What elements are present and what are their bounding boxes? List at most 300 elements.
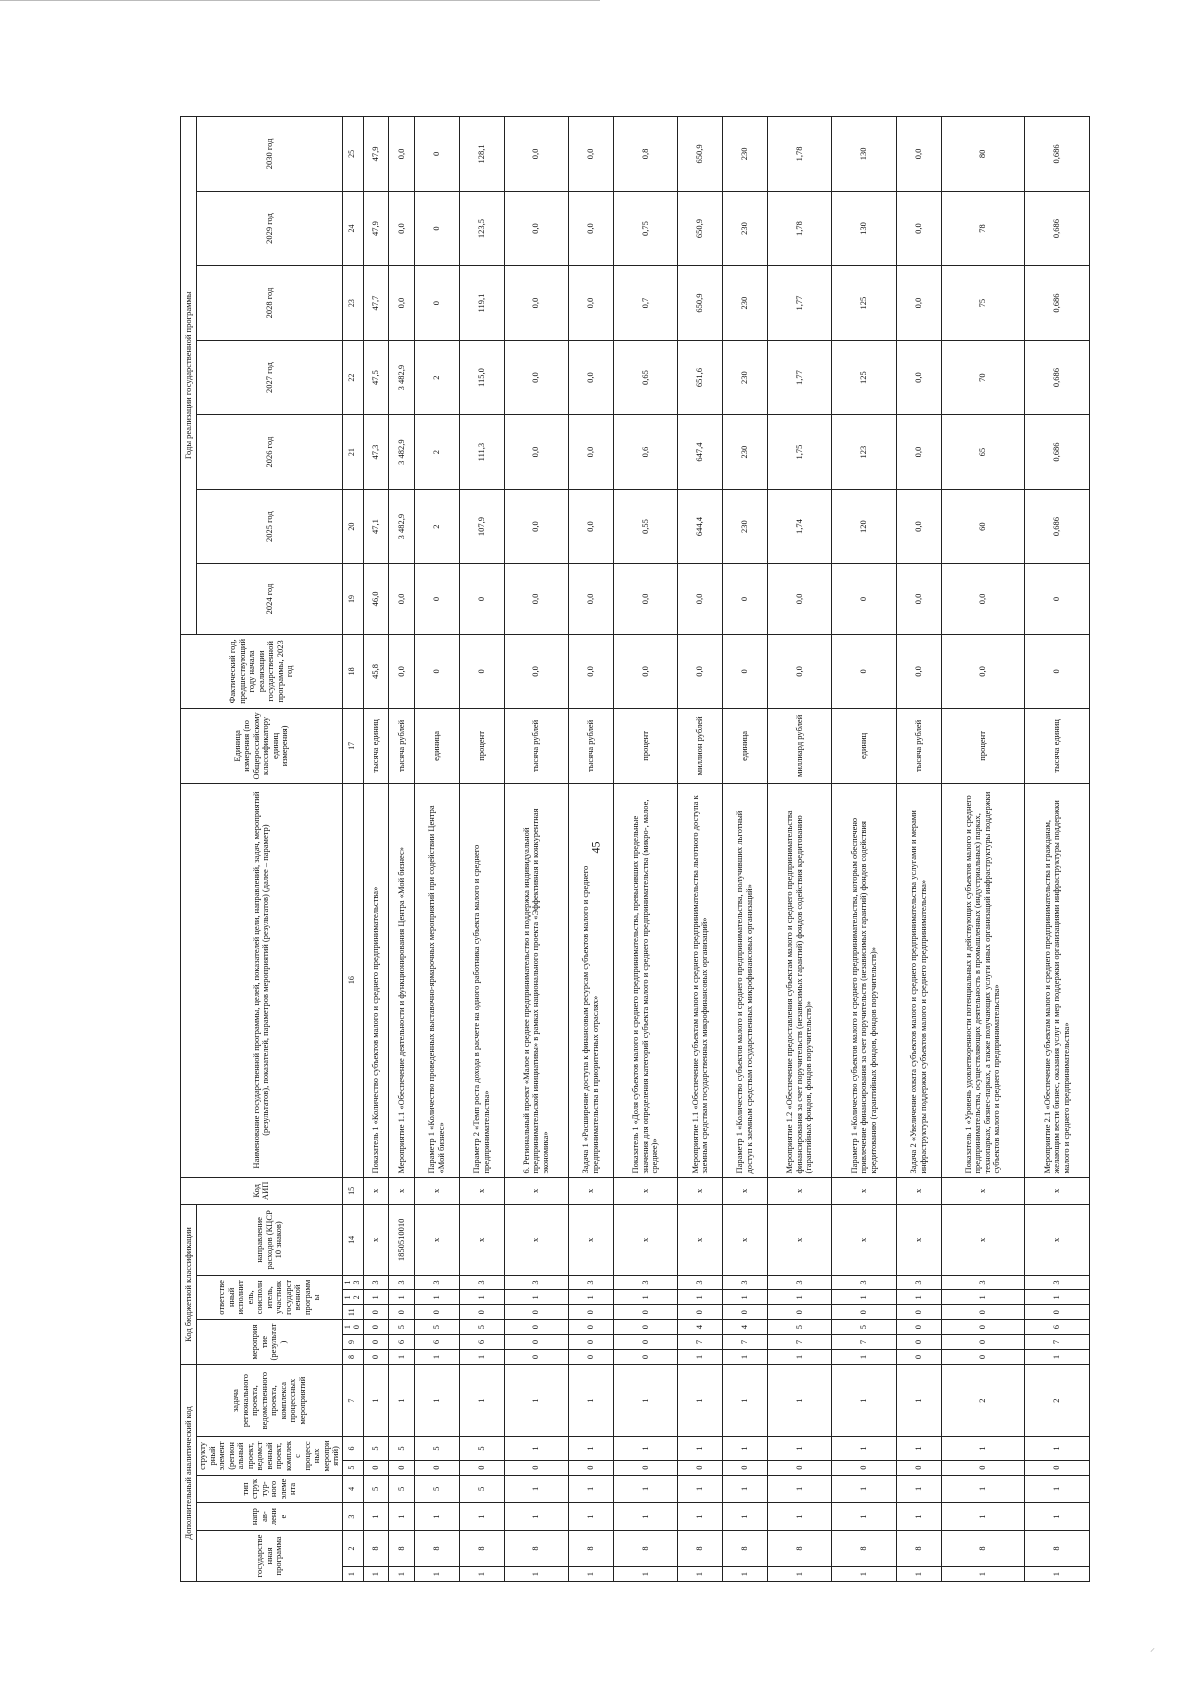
code-cell: 1 [504,1290,568,1305]
code-cell: 0 [723,1305,768,1320]
header-aip: Код АИП [181,1177,343,1205]
year-value-cell: 120 [832,489,896,564]
code-cell: 1 [568,1290,613,1305]
year-value-cell: 2 [414,340,459,415]
code-cell: 1 [896,1475,941,1503]
code-cell: 3 [678,1275,723,1290]
year-value-cell: 0,686 [1025,489,1089,564]
year-value-cell: 3 482,9 [389,489,415,564]
year-value-cell: 0,686 [1025,191,1089,266]
year-value-cell: 0,0 [896,415,941,490]
code-cell: 1 [459,1364,504,1436]
header-base-year: Фактический год, предшествующий году начала реализации государственной программы, 2023 год [181,634,343,709]
year-value-cell: 230 [723,489,768,564]
code-cell: 1850510010 [389,1205,415,1275]
code-cell: 7 [1025,1335,1089,1350]
year-value-cell: 230 [723,191,768,266]
code-cell: 1 [896,1567,941,1582]
code-cell: 1 [723,1503,768,1531]
year-value-cell: 0 [1025,564,1089,634]
code-cell: 1 [678,1349,723,1364]
column-number-row [342,117,363,1582]
code-cell: 1 [504,1364,568,1436]
scan-artifact-mark: ⸝ [1150,1643,1155,1654]
code-cell: 1 [504,1437,568,1460]
code-cell: 0 [363,1335,389,1350]
name-cell: Мероприятие 1.1 «Обеспечение деятельности и функционирования Центра «Мой бизнес» [389,783,415,1177]
year-value-cell: 123 [832,415,896,490]
code-cell: 1 [414,1290,459,1305]
code-cell: 5 [363,1475,389,1503]
year-value-cell: 0,55 [613,489,677,564]
unit-cell: тысяча рублей [389,709,415,784]
code-cell: 8 [678,1530,723,1566]
year-value-cell: 2 [414,415,459,490]
code-cell: 1 [459,1349,504,1364]
column-number: 22 [342,340,363,415]
year-value-cell: 3 482,9 [389,340,415,415]
code-cell: 0 [941,1320,1025,1335]
code-cell: 0 [1025,1305,1089,1320]
year-value-cell: 0,0 [389,117,415,192]
code-cell: 8 [414,1530,459,1566]
year-header-2028: 2028 год [197,266,343,341]
year-value-cell: 0 [414,191,459,266]
year-value-cell: 0,0 [568,191,613,266]
code-cell: 1 [678,1364,723,1436]
code-cell: 1 [414,1503,459,1531]
code-cell: 8 [363,1530,389,1566]
code-cell: 0 [363,1349,389,1364]
code-cell: 0 [389,1305,415,1320]
code-cell: 8 [459,1530,504,1566]
code-cell: 1 [723,1437,768,1460]
year-value-cell: 0,65 [613,340,677,415]
year-value-cell: 0,8 [613,117,677,192]
column-number: 23 [342,266,363,341]
code-cell: x [832,1177,896,1205]
year-value-cell: 0,0 [896,266,941,341]
column-number: 7 [342,1364,363,1436]
header-name: Наименование государственной программы, целей, показателей цели, направлений, задач, мероприятий (результатов), показателей, параметров мероприятий (результатов) (далее – параметр) [181,783,343,1177]
unit-cell: процент [459,709,504,784]
code-cell: x [767,1177,831,1205]
year-header-2026: 2026 год [197,415,343,490]
code-cell: 1 [389,1290,415,1305]
year-value-cell: 0 [723,564,768,634]
code-cell: 5 [414,1320,459,1335]
code-cell: 5 [832,1320,896,1335]
code-cell: x [941,1205,1025,1275]
code-cell: 0 [896,1305,941,1320]
code-cell: 0 [941,1335,1025,1350]
year-value-cell: 0,0 [941,564,1025,634]
code-cell: 3 [504,1275,568,1290]
code-cell: 8 [389,1530,415,1566]
code-cell: 1 [389,1567,415,1582]
year-value-cell: 0 [414,117,459,192]
code-cell: 0 [941,1349,1025,1364]
code-cell: 0 [363,1305,389,1320]
code-cell: 1 [941,1475,1025,1503]
code-cell: 0 [613,1349,677,1364]
code-cell: 3 [941,1275,1025,1290]
code-cell: 8 [941,1530,1025,1566]
code-cell: 1 [459,1503,504,1531]
name-cell: Показатель 1 «Уровень удовлетворенности потенциальных и действующих субъектов малого и среднего предпринимательства, осуществляющих деятельность в промышленных (индустриальных) парках, технопарках, бизнес-парках, а также получающих услуги иных организаций инфраструктуры поддержки субъектов малого и среднего предпринимательства» [941,783,1025,1177]
code-cell: x [504,1205,568,1275]
code-cell: 0 [568,1335,613,1350]
year-value-cell: 47,7 [363,266,389,341]
year-value-cell: 0,0 [896,340,941,415]
year-value-cell: 230 [723,266,768,341]
table-row [568,117,613,1582]
table-row [613,117,677,1582]
unit-cell: миллиард рублей [767,709,831,784]
year-value-cell: 0,0 [896,489,941,564]
program-table [180,116,1090,1582]
code-cell: 0 [896,1335,941,1350]
code-cell: 1 [363,1364,389,1436]
name-cell: Задача 1 «Расширение доступа к финансовым ресурсам субъектов малого и среднего предпринимательства в приоритетных отраслях» [568,783,613,1177]
column-number: 14 [342,1205,363,1275]
code-cell: 0 [1025,1460,1089,1475]
unit-cell: процент [613,709,677,784]
unit-cell: тысяча рублей [504,709,568,784]
year-value-cell: 647,4 [678,415,723,490]
base-value-cell: 45,8 [363,634,389,709]
base-value-cell: 0,0 [678,634,723,709]
table-sheet [180,116,1071,1582]
year-value-cell: 0,0 [568,266,613,341]
year-value-cell: 0,0 [389,564,415,634]
year-value-cell: 1,77 [767,340,831,415]
table-row [389,117,415,1582]
year-header-2029: 2029 год [197,191,343,266]
code-cell: 1 [1025,1475,1089,1503]
base-value-cell: 0 [723,634,768,709]
column-number: 1 [342,1567,363,1582]
code-cell: 6 [389,1335,415,1350]
year-value-cell: 0 [459,564,504,634]
column-number: 15 [342,1177,363,1205]
table-row [414,117,459,1582]
code-cell: 8 [568,1530,613,1566]
year-value-cell: 0,686 [1025,415,1089,490]
code-cell: 1 [678,1503,723,1531]
code-cell: 1 [723,1349,768,1364]
code-cell: 1 [363,1567,389,1582]
name-cell: Мероприятие 1.2 «Обеспечение предоставления субъектам малого и среднего предпринимательства финансирования за счет поручительств (независимых гарантий) фондов содействия кредитованию (гарантийных фондов, фондов поручительств)» [767,783,831,1177]
code-cell: 0 [941,1460,1025,1475]
code-cell: 0 [459,1305,504,1320]
code-cell: 0 [678,1460,723,1475]
name-cell: Параметр 1 «Количество проведенных выставочно-ярмарочных мероприятий при содействии Центра «Мой бизнес» [414,783,459,1177]
code-cell: 1 [568,1437,613,1460]
unit-cell: тысяча рублей [896,709,941,784]
base-value-cell: 0,0 [389,634,415,709]
table-row [678,117,723,1582]
year-value-cell: 0 [832,564,896,634]
year-value-cell: 0,0 [504,191,568,266]
column-number: 3 [342,1503,363,1531]
code-cell: 0 [363,1460,389,1475]
year-value-cell: 1,77 [767,266,831,341]
code-cell: 1 [767,1290,831,1305]
code-cell: 5 [389,1475,415,1503]
year-value-cell: 0,0 [568,117,613,192]
code-cell: 6 [414,1335,459,1350]
code-cell: 3 [568,1275,613,1290]
code-cell: 0 [568,1320,613,1335]
scan-edge-line [0,0,600,1]
year-value-cell: 230 [723,340,768,415]
code-cell: 2 [1025,1364,1089,1436]
name-cell: Задача 2 «Увеличение охвата субъектов малого и среднего предпринимательства услугами и мерами инфраструктуры поддержки субъектов малого и среднего предпринимательства» [896,783,941,1177]
header-measure: мероприятие (результат) [197,1320,343,1365]
code-cell: 3 [896,1275,941,1290]
code-cell: x [832,1205,896,1275]
year-value-cell: 0,0 [568,415,613,490]
code-cell: 0 [459,1460,504,1475]
year-value-cell: 130 [832,191,896,266]
year-value-cell: 1,78 [767,191,831,266]
year-value-cell: 130 [832,117,896,192]
column-number: 25 [342,117,363,192]
code-cell: x [363,1205,389,1275]
code-cell: 8 [767,1530,831,1566]
code-cell: x [723,1177,768,1205]
code-cell: 4 [723,1320,768,1335]
code-cell: 1 [613,1437,677,1460]
code-cell: 0 [504,1320,568,1335]
code-cell: 1 [896,1437,941,1460]
code-cell: 8 [832,1530,896,1566]
year-value-cell: 650,9 [678,191,723,266]
year-header-2025: 2025 год [197,489,343,564]
column-number: 9 [342,1335,363,1350]
code-cell: 1 [832,1437,896,1460]
code-cell: 5 [767,1320,831,1335]
column-number: 6 [342,1437,363,1460]
code-cell: 0 [414,1305,459,1320]
code-cell: x [459,1177,504,1205]
code-cell: 5 [459,1320,504,1335]
header-direction: направ-ление [197,1503,343,1531]
code-cell: 1 [459,1567,504,1582]
code-cell: 1 [767,1349,831,1364]
code-cell: 1 [832,1364,896,1436]
code-cell: 1 [678,1475,723,1503]
code-cell: 0 [767,1460,831,1475]
year-value-cell: 0,686 [1025,340,1089,415]
column-number: 8 [342,1349,363,1364]
year-value-cell: 115,0 [459,340,504,415]
year-value-cell: 0,0 [568,340,613,415]
code-cell: 3 [363,1275,389,1290]
code-cell: 0 [363,1320,389,1335]
code-cell: 1 [414,1364,459,1436]
year-value-cell: 128,1 [459,117,504,192]
year-value-cell: 0,686 [1025,266,1089,341]
base-value-cell: 0 [832,634,896,709]
code-cell: 1 [613,1290,677,1305]
code-cell: 1 [504,1567,568,1582]
code-cell: 1 [767,1437,831,1460]
code-cell: 1 [363,1503,389,1531]
code-cell: 1 [568,1567,613,1582]
code-cell: 1 [1025,1437,1089,1460]
code-cell: 1 [389,1349,415,1364]
year-value-cell: 0,0 [678,564,723,634]
name-cell: Параметр 1 «Количество субъектов малого и среднего предпринимательства, которым обеспечено привлечение финансирования за счет поручительств (независимых гарантий) фондов содействия кредитованию (гарантийных фондов, фондов поручительств)» [832,783,896,1177]
code-cell: 1 [613,1364,677,1436]
year-value-cell: 47,5 [363,340,389,415]
code-cell: 6 [1025,1320,1089,1335]
code-cell: x [363,1177,389,1205]
code-cell: 1 [832,1475,896,1503]
table-row [767,117,831,1582]
year-value-cell: 0,0 [504,117,568,192]
base-value-cell: 0,0 [896,634,941,709]
year-value-cell: 230 [723,117,768,192]
year-value-cell: 78 [941,191,1025,266]
code-cell: 1 [941,1437,1025,1460]
code-cell: 0 [832,1305,896,1320]
header-expense: направление расходов (КЦСР 10 знаков) [197,1205,343,1275]
code-cell: 0 [568,1305,613,1320]
code-cell: 3 [1025,1275,1089,1290]
code-cell: 1 [767,1475,831,1503]
code-cell: 1 [459,1290,504,1305]
code-cell: 1 [363,1290,389,1305]
code-cell: 1 [504,1503,568,1531]
code-cell: 1 [504,1475,568,1503]
year-value-cell: 80 [941,117,1025,192]
code-cell: x [1025,1205,1089,1275]
code-cell: 1 [941,1503,1025,1531]
name-cell: Мероприятие 1.1 «Обеспечение субъектам малого и среднего предпринимательства льготного доступа к заемным средствам государственных микрофинансовых организаций» [678,783,723,1177]
year-value-cell: 650,9 [678,117,723,192]
code-cell: 7 [832,1335,896,1350]
base-value-cell: 0 [1025,634,1089,709]
code-cell: x [678,1205,723,1275]
code-cell: 1 [678,1567,723,1582]
name-cell: Показатель 1 «Доля субъектов малого и среднего предпринимательства, превысивших предельные значения для определения категорий субъекта малого и среднего предпринимательства (микро-, малое, среднее)» [613,783,677,1177]
code-cell: 0 [613,1305,677,1320]
code-cell: 5 [414,1437,459,1460]
code-cell: 0 [767,1305,831,1320]
unit-cell: процент [941,709,1025,784]
header-years: Годы реализации государственной программы [181,117,197,635]
year-value-cell: 651,6 [678,340,723,415]
code-cell: 1 [723,1290,768,1305]
code-cell: 0 [568,1460,613,1475]
year-value-cell: 119,1 [459,266,504,341]
unit-cell: тысяча единиц [1025,709,1089,784]
column-number: 2 [342,1530,363,1566]
column-number: 11 [342,1305,363,1320]
year-value-cell: 0,0 [389,266,415,341]
unit-cell: тысяча рублей [568,709,613,784]
code-cell: 0 [941,1305,1025,1320]
code-cell: 2 [941,1364,1025,1436]
unit-cell: единиц [832,709,896,784]
code-cell: 3 [832,1275,896,1290]
code-cell: x [896,1177,941,1205]
code-cell: 0 [414,1460,459,1475]
code-cell: x [568,1205,613,1275]
code-cell: 1 [1025,1503,1089,1531]
year-value-cell: 0,0 [767,564,831,634]
code-cell: 3 [414,1275,459,1290]
year-value-cell: 111,3 [459,415,504,490]
column-number: 20 [342,489,363,564]
code-cell: x [613,1205,677,1275]
table-row [459,117,504,1582]
column-number: 12 [342,1290,363,1305]
code-cell: 1 [414,1567,459,1582]
table-row [723,117,768,1582]
code-cell: 0 [896,1320,941,1335]
code-cell: 1 [767,1503,831,1531]
table-row [941,117,1025,1582]
code-cell: 8 [504,1530,568,1566]
code-cell: 8 [613,1530,677,1566]
header-budget-code: Код бюджетной классификации [181,1205,197,1365]
column-number: 13 [342,1275,363,1290]
page-number: 45 [588,841,603,854]
code-cell: 0 [504,1305,568,1320]
code-cell: 1 [723,1364,768,1436]
column-number: 4 [342,1475,363,1503]
column-number: 16 [342,783,363,1177]
year-value-cell: 0,0 [504,266,568,341]
year-value-cell: 60 [941,489,1025,564]
year-value-cell: 230 [723,415,768,490]
year-value-cell: 107,9 [459,489,504,564]
base-value-cell: 0,0 [767,634,831,709]
column-number: 18 [342,634,363,709]
code-cell: 0 [613,1320,677,1335]
code-cell: x [896,1205,941,1275]
year-header-2030: 2030 год [197,117,343,192]
code-cell: x [459,1205,504,1275]
code-cell: 1 [1025,1290,1089,1305]
year-header-2024: 2024 год [197,564,343,634]
code-cell: x [568,1177,613,1205]
year-value-cell: 644,4 [678,489,723,564]
code-cell: 5 [389,1320,415,1335]
name-cell: Показатель 1 «Количество субъектов малого и среднего предпринимательства» [363,783,389,1177]
year-value-cell: 75 [941,266,1025,341]
code-cell: 1 [723,1475,768,1503]
base-value-cell: 0,0 [613,634,677,709]
code-cell: 0 [896,1349,941,1364]
base-value-cell: 0,0 [568,634,613,709]
base-value-cell: 0,0 [504,634,568,709]
code-cell: 1 [832,1567,896,1582]
year-value-cell: 3 482,9 [389,415,415,490]
code-cell: 1 [613,1503,677,1531]
name-cell: Параметр 2 «Темп роста дохода в расчете на одного работника субъекта малого и среднего предпринимательства» [459,783,504,1177]
base-value-cell: 0,0 [941,634,1025,709]
column-number: 21 [342,415,363,490]
code-cell: x [389,1177,415,1205]
unit-cell: тысяча единиц [363,709,389,784]
code-cell: 6 [459,1335,504,1350]
column-number: 17 [342,709,363,784]
